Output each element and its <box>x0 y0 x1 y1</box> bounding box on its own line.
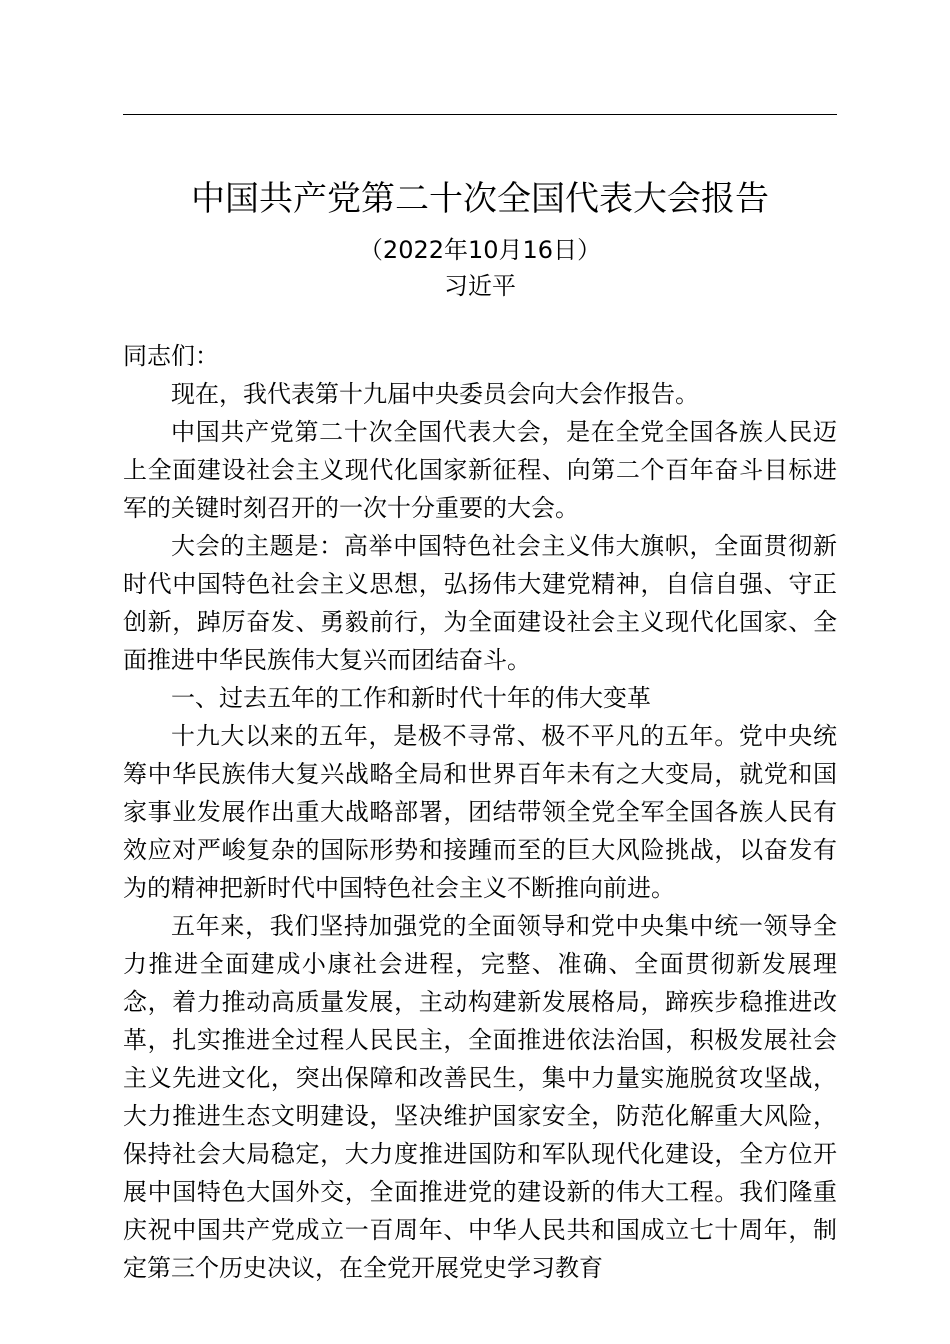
paragraph: 中国共产党第二十次全国代表大会，是在全党全国各族人民迈上全面建设社会主义现代化国家新征程、向第二个百年奋斗目标进军的关键时刻召开的一次十分重要的大会。 <box>123 418 837 522</box>
paragraph: 十九大以来的五年，是极不寻常、极不平凡的五年。党中央统筹中华民族伟大复兴战略全局和世界百年未有之大变局，就党和国家事业发展作出重大战略部署，团结带领全党全军全国各族人民有效应对严峻复杂的国际形势和接踵而至的巨大风险挑战，以奋发有为的精神把新时代中国特色社会主义不断推向前进。 <box>123 722 837 902</box>
paragraph: 现在，我代表第十九届中央委员会向大会作报告。 <box>171 380 699 408</box>
document-date: （2022年10月16日） <box>358 236 602 264</box>
header-rule <box>123 114 837 115</box>
document-title: 中国共产党第二十次全国代表大会报告 <box>191 179 769 219</box>
salutation: 同志们： <box>123 342 219 370</box>
document-author: 习近平 <box>444 272 516 300</box>
paragraph: 五年来，我们坚持加强党的全面领导和党中央集中统一领导全力推进全面建成小康社会进程，完整、准确、全面贯彻新发展理念，着力推动高质量发展，主动构建新发展格局，蹄疾步稳推进改革，扎实推进全过程人民民主，全面推进依法治国，积极发展社会主义先进文化，突出保障和改善民生，集中力量实施脱贫攻坚战，大力推进生态文明建设，坚决维护国家安全，防范化解重大风险，保持社会大局稳定，大力度推进国防和军队现代化建设，全方位开展中国特色大国外交，全面推进党的建设新的伟大工程。我们隆重庆祝中国共产党成立一百周年、中华人民共和国成立七十周年，制定第三个历史决议，在全党开展党史学习教育 <box>123 912 837 1282</box>
document-body <box>123 337 837 1287</box>
section-heading: 一、过去五年的工作和新时代十年的伟大变革 <box>171 684 651 712</box>
paragraph: 大会的主题是：高举中国特色社会主义伟大旗帜，全面贯彻新时代中国特色社会主义思想，弘扬伟大建党精神，自信自强、守正创新，踔厉奋发、勇毅前行，为全面建设社会主义现代化国家、全面推进中华民族伟大复兴而团结奋斗。 <box>123 532 837 674</box>
